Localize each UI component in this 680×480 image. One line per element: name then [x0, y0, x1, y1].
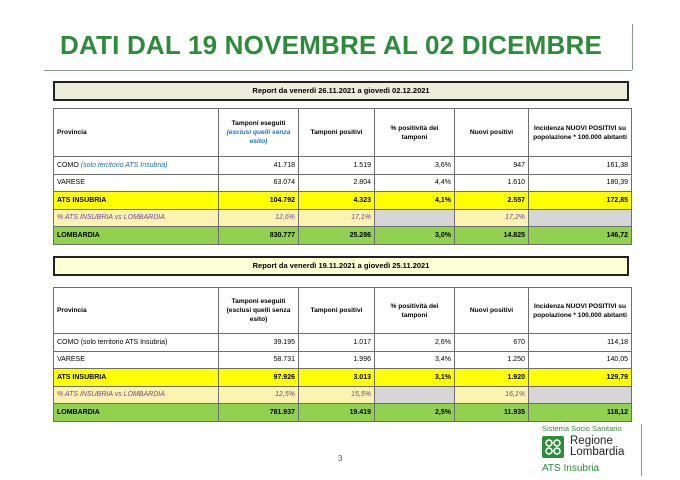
cell-value: 172,85 — [529, 192, 632, 210]
cell-value: 4,4% — [375, 174, 455, 192]
cell-value: 1.017 — [299, 334, 375, 352]
table-row-lombardia — [54, 404, 632, 422]
cell-value: 25.286 — [299, 227, 375, 245]
report2-table — [53, 287, 632, 422]
table-row-ats-insubria — [54, 369, 632, 387]
cell-value: 3,0% — [375, 227, 455, 245]
cell-value: 1.920 — [455, 369, 529, 387]
cell-value: 1.610 — [455, 174, 529, 192]
cell-value: 140,05 — [529, 351, 632, 369]
logo-regione-text: Regione — [570, 435, 613, 447]
report2-header: Report da venerdì 19.11.2021 a giovedì 25.11.2021 — [53, 256, 629, 276]
cell-value: 4,1% — [375, 192, 455, 210]
como-label: COMO — [57, 161, 79, 169]
cell-value: 3,1% — [375, 369, 455, 387]
col-provincia: Provincia — [54, 109, 219, 157]
cell-value: 11.935 — [455, 404, 529, 422]
col-tamponi-eseguiti-note: (esclusi quelli senza esito) — [226, 129, 291, 145]
cell-value: 118,12 — [529, 404, 632, 422]
cell-value: 161,38 — [529, 157, 632, 175]
col-tamponi-eseguiti-note: (esclusi quelli senza esito) — [226, 307, 291, 323]
cell-value: 2.804 — [299, 174, 375, 192]
cell-value: 180,39 — [529, 174, 632, 192]
cell-value: 781.937 — [219, 404, 299, 422]
cell-value: 63.074 — [219, 174, 299, 192]
cell-value: 97.926 — [219, 369, 299, 387]
cell-value: 15,5% — [299, 386, 375, 404]
col-tamponi-positivi: Tamponi positivi — [299, 288, 375, 334]
table-row-varese — [54, 174, 632, 192]
cell-value: 3.013 — [299, 369, 375, 387]
cell-provincia: % ATS INSUBRIA vs LOMBARDIA — [54, 386, 219, 404]
cell-value: 830.777 — [219, 227, 299, 245]
col-tamponi-eseguiti-label: Tamponi eseguiti — [231, 120, 286, 127]
cell-value: 2.557 — [455, 192, 529, 210]
slide-title: DATI DAL 19 NOVEMBRE AL 02 DICEMBRE — [60, 30, 603, 60]
cell-value: 129,79 — [529, 369, 632, 387]
col-incidenza: Incidenza NUOVI POSITIVI su popolazione * 100.000 abitanti — [529, 109, 632, 157]
table-row-como — [54, 334, 632, 352]
cell-value: 14.825 — [455, 227, 529, 245]
cell-value: 146,72 — [529, 227, 632, 245]
col-tamponi-eseguiti-label: Tamponi eseguiti — [231, 298, 286, 305]
cell-empty — [375, 386, 455, 404]
cell-value: 104.792 — [219, 192, 299, 210]
col-percent-positivita: % positività dei tamponi — [375, 109, 455, 157]
col-tamponi-eseguiti — [219, 288, 299, 334]
como-note: (solo territorio ATS Insubria) — [80, 161, 168, 169]
col-percent-positivita: % positività dei tamponi — [375, 288, 455, 334]
cell-empty — [529, 209, 632, 227]
table-header-row — [54, 109, 632, 157]
col-incidenza: Incidenza NUOVI POSITIVI su popolazione * 100.000 abitanti — [529, 288, 632, 334]
cell-provincia: VARESE — [54, 351, 219, 369]
logo-ats-insubria: ATS Insubria — [542, 463, 600, 474]
cell-provincia: ATS INSUBRIA — [54, 192, 219, 210]
table-row-percent-ats-vs-lombardia — [54, 209, 632, 227]
title-vertical-divider — [632, 24, 633, 70]
cell-value: 2,5% — [375, 404, 455, 422]
table-row-como — [54, 157, 632, 175]
cell-provincia: LOMBARDIA — [54, 404, 219, 422]
cell-value: 39.195 — [219, 334, 299, 352]
logo-regione-lombardia — [570, 436, 624, 457]
col-nuovi-positivi: Nuovi positivi — [455, 288, 529, 334]
cell-provincia: COMO (solo territorio ATS Insubria) — [54, 334, 219, 352]
cell-value: 16,1% — [455, 386, 529, 404]
cell-value: 2,6% — [375, 334, 455, 352]
table-row-lombardia — [54, 227, 632, 245]
cell-value: 41.718 — [219, 157, 299, 175]
table-row-varese — [54, 351, 632, 369]
cell-value: 3,4% — [375, 351, 455, 369]
logo-lombardia-text: Lombardia — [570, 445, 625, 458]
col-provincia: Provincia — [54, 288, 219, 334]
cell-empty — [529, 386, 632, 404]
cell-empty — [375, 209, 455, 227]
col-nuovi-positivi: Nuovi positivi — [455, 109, 529, 157]
cell-value: 3,6% — [375, 157, 455, 175]
cell-value: 947 — [455, 157, 529, 175]
cell-value: 17,1% — [299, 209, 375, 227]
cell-value: 670 — [455, 334, 529, 352]
cell-value: 12,5% — [219, 386, 299, 404]
cell-value: 58.731 — [219, 351, 299, 369]
cell-value: 1.996 — [299, 351, 375, 369]
cell-value: 114,18 — [529, 334, 632, 352]
cell-value: 17,2% — [455, 209, 529, 227]
logo-divider — [641, 424, 642, 476]
table-header-row — [54, 288, 632, 334]
report1-table — [53, 108, 632, 245]
cell-provincia — [54, 157, 219, 175]
table-row-ats-insubria — [54, 192, 632, 210]
title-divider — [44, 70, 632, 71]
page-number: 3 — [338, 454, 343, 463]
col-tamponi-positivi: Tamponi positivi — [299, 109, 375, 157]
cell-provincia: % ATS INSUBRIA vs LOMBARDIA — [54, 209, 219, 227]
cell-value: 4.323 — [299, 192, 375, 210]
regione-lombardia-logo-icon — [542, 436, 564, 458]
report1-header: Report da venerdì 26.11.2021 a giovedì 02.12.2021 — [53, 81, 629, 101]
cell-provincia: VARESE — [54, 174, 219, 192]
cell-provincia: ATS INSUBRIA — [54, 369, 219, 387]
cell-value: 1.519 — [299, 157, 375, 175]
cell-value: 19.419 — [299, 404, 375, 422]
cell-provincia: LOMBARDIA — [54, 227, 219, 245]
cell-value: 1.250 — [455, 351, 529, 369]
col-tamponi-eseguiti — [219, 109, 299, 157]
table-row-percent-ats-vs-lombardia — [54, 386, 632, 404]
logo-sistema-socio-sanitario: Sistema Socio Sanitario — [542, 424, 622, 433]
cell-value: 12,6% — [219, 209, 299, 227]
